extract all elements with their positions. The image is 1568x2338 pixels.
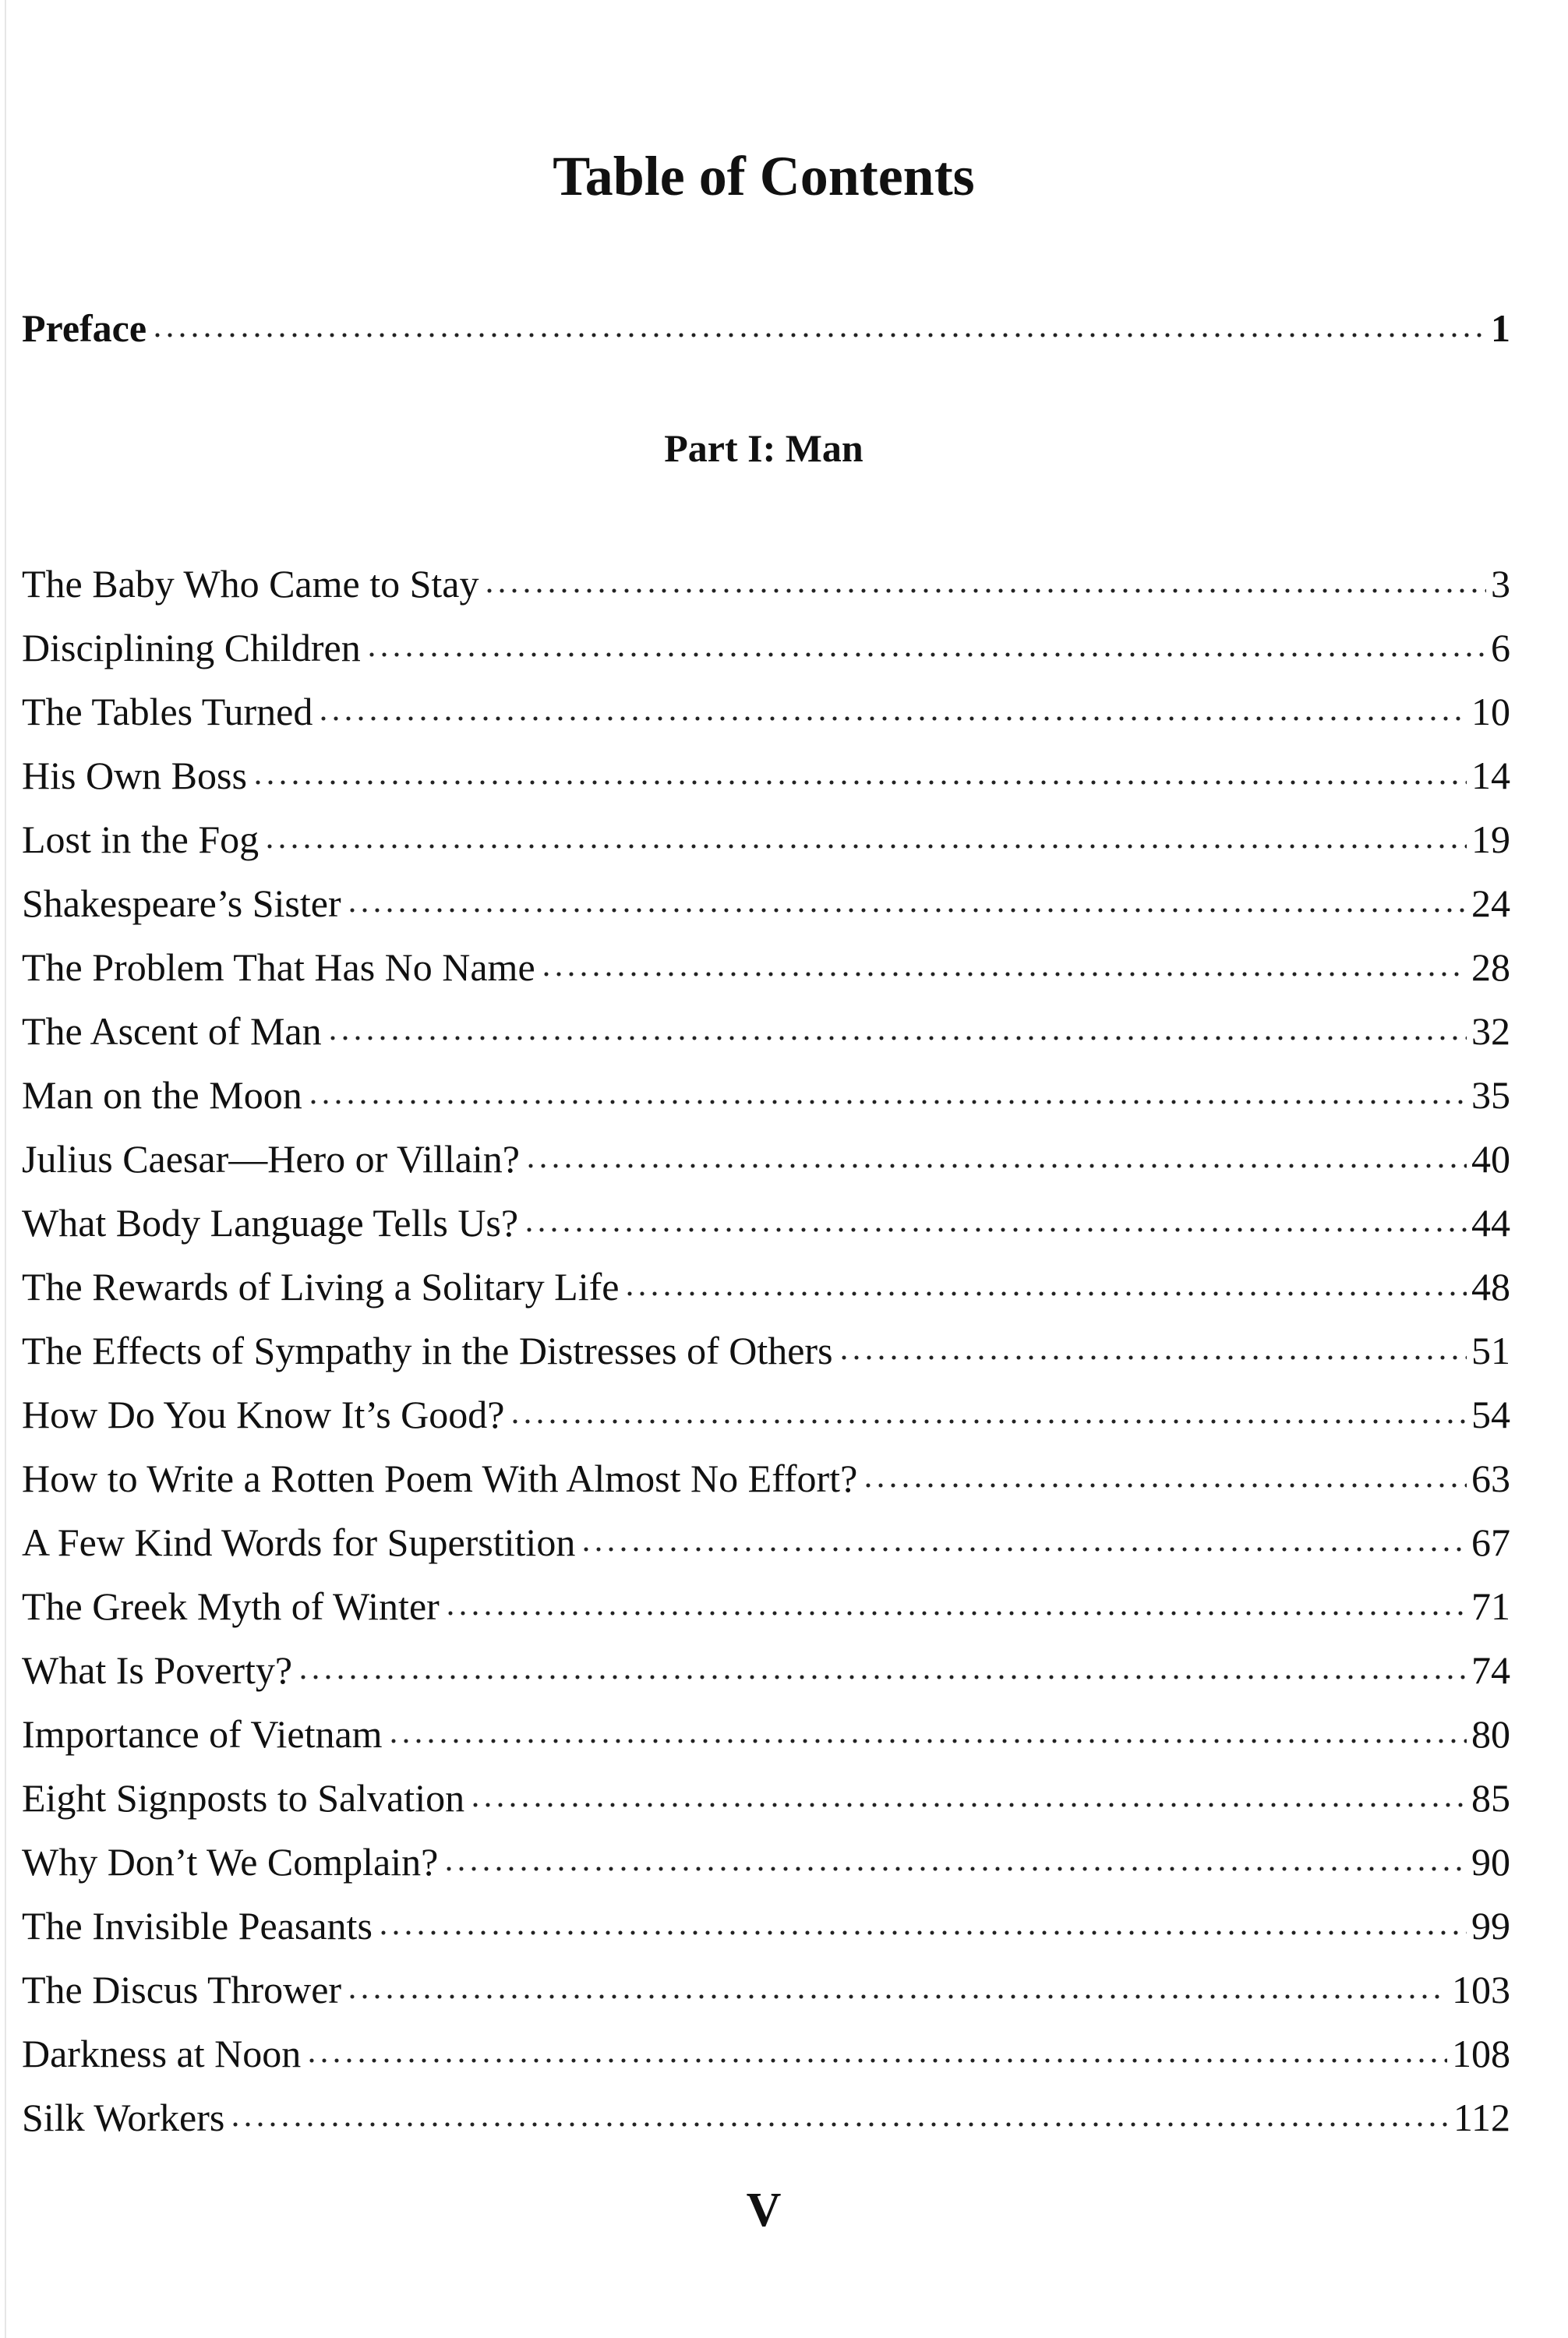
toc-entry[interactable] [22, 1828, 1510, 1884]
dot-leader [443, 1828, 1467, 1875]
dot-leader [623, 1253, 1467, 1300]
dot-leader [523, 1189, 1467, 1236]
toc-entry-page: 35 [1471, 1073, 1510, 1117]
toc-entry-title: Julius Caesar—Hero or Villain? [22, 1137, 520, 1181]
dot-leader [366, 614, 1486, 661]
toc-entry-title: A Few Kind Words for Superstition [22, 1520, 576, 1564]
toc-entry-title: The Problem That Has No Name [22, 945, 535, 989]
toc-entry[interactable] [22, 1253, 1510, 1309]
dot-leader [524, 1125, 1467, 1172]
page-folio: V [746, 2184, 782, 2237]
toc-entry-title: Man on the Moon [22, 1073, 302, 1117]
toc-entry[interactable] [22, 1445, 1510, 1500]
dot-leader [580, 1509, 1467, 1556]
dot-leader [346, 870, 1467, 916]
toc-entry-title: What Body Language Tells Us? [22, 1201, 519, 1245]
toc-entry-title: Lost in the Fog [22, 818, 260, 861]
toc-entry[interactable] [22, 998, 1510, 1053]
toc-entry[interactable] [22, 806, 1510, 861]
toc-entry[interactable] [22, 614, 1510, 669]
toc-entry[interactable] [22, 2020, 1510, 2075]
toc-entry[interactable] [22, 1573, 1510, 1628]
toc-entry-title: Preface [22, 306, 147, 350]
toc-entry-title: Importance of Vietnam [22, 1712, 383, 1756]
toc-entry-title: His Own Boss [22, 754, 247, 797]
toc-entry-title: What Is Poverty? [22, 1648, 293, 1692]
toc-entry-page: 85 [1471, 1776, 1510, 1820]
toc-entry-page: 54 [1471, 1393, 1510, 1436]
toc-entry-page: 63 [1471, 1457, 1510, 1500]
toc-entry[interactable] [22, 1637, 1510, 1692]
toc-entry-page: 32 [1471, 1009, 1510, 1053]
toc-entry-page: 1 [1491, 306, 1510, 350]
dot-leader [862, 1445, 1467, 1492]
dot-leader [317, 678, 1467, 725]
toc-entry-page: 112 [1453, 2096, 1510, 2139]
dot-leader [469, 1764, 1467, 1811]
dot-leader [327, 998, 1467, 1044]
dot-leader [307, 1061, 1467, 1108]
toc-entry-title: The Ascent of Man [22, 1009, 322, 1053]
toc-entry[interactable] [22, 934, 1510, 989]
part-heading: Part I: Man [664, 426, 863, 470]
toc-entry-page: 74 [1471, 1648, 1510, 1692]
toc-entry[interactable] [22, 1125, 1510, 1181]
dot-leader [151, 295, 1486, 341]
dot-leader [838, 1317, 1467, 1364]
toc-entry-title: The Discus Thrower [22, 1968, 342, 2011]
toc-entry-page: 6 [1491, 626, 1510, 669]
toc-entry-page: 99 [1471, 1904, 1510, 1948]
toc-entry-page: 71 [1471, 1584, 1510, 1628]
toc-entry-page: 90 [1471, 1840, 1510, 1884]
toc-entry-title: How Do You Know It’s Good? [22, 1393, 505, 1436]
toc-entry[interactable] [22, 1509, 1510, 1564]
toc-entry-page: 108 [1452, 2032, 1510, 2075]
toc-entry[interactable] [22, 742, 1510, 797]
toc-entry[interactable] [22, 1317, 1510, 1372]
toc-entry-title: The Effects of Sympathy in the Distresses of Others [22, 1329, 833, 1372]
toc-entry-title: Eight Signposts to Salvation [22, 1776, 465, 1820]
toc-entry-title: The Greek Myth of Winter [22, 1584, 440, 1628]
page-title: Table of Contents [553, 145, 975, 207]
toc-entry-title: The Invisible Peasants [22, 1904, 373, 1948]
toc-entry-title: Why Don’t We Complain? [22, 1840, 439, 1884]
toc-entry[interactable] [22, 1381, 1510, 1436]
toc-entry-page: 44 [1471, 1201, 1510, 1245]
toc-entry[interactable] [22, 1061, 1510, 1117]
toc-entry-page: 10 [1471, 690, 1510, 733]
toc-entry-page: 67 [1471, 1520, 1510, 1564]
toc-entry-page: 48 [1471, 1265, 1510, 1309]
toc-entry[interactable] [22, 1956, 1510, 2011]
toc-entry-title: The Rewards of Living a Solitary Life [22, 1265, 620, 1309]
dot-leader [540, 934, 1467, 980]
toc-entry-title: Shakespeare’s Sister [22, 881, 341, 925]
toc-entry-page: 19 [1471, 818, 1510, 861]
toc-entry[interactable] [22, 1701, 1510, 1756]
dot-leader [297, 1637, 1467, 1683]
toc-entry-title: Disciplining Children [22, 626, 361, 669]
toc-entry-page: 3 [1491, 562, 1510, 606]
toc-entry[interactable] [22, 1892, 1510, 1948]
dot-leader [229, 2084, 1449, 2131]
toc-entry[interactable] [22, 678, 1510, 733]
dot-leader [346, 1956, 1447, 2003]
dot-leader [305, 2020, 1447, 2067]
dot-leader [444, 1573, 1467, 1619]
dot-leader [483, 550, 1486, 597]
dot-leader [263, 806, 1467, 853]
toc-entry[interactable] [22, 870, 1510, 925]
dot-leader [252, 742, 1467, 789]
toc-entry-title: The Baby Who Came to Stay [22, 562, 479, 606]
toc-entry-title: How to Write a Rotten Poem With Almost No Effort? [22, 1457, 858, 1500]
toc-entry[interactable] [22, 1189, 1510, 1245]
toc-entry-page: 24 [1471, 881, 1510, 925]
toc-entry-title: Darkness at Noon [22, 2032, 302, 2075]
toc-entry[interactable] [22, 550, 1510, 606]
toc-entry-title: The Tables Turned [22, 690, 313, 733]
toc-entry-page: 80 [1471, 1712, 1510, 1756]
toc-entry[interactable] [22, 2084, 1510, 2139]
toc-entry[interactable] [22, 1764, 1510, 1820]
toc-entry-preface[interactable] [22, 295, 1510, 350]
toc-entry-page: 28 [1471, 945, 1510, 989]
toc-entry-page: 103 [1452, 1968, 1510, 2011]
toc-entry-page: 51 [1471, 1329, 1510, 1372]
dot-leader [509, 1381, 1467, 1428]
dot-leader [387, 1701, 1467, 1747]
page-edge-rule [5, 0, 6, 2338]
toc-entry-page: 14 [1471, 754, 1510, 797]
toc-entry-title: Silk Workers [22, 2096, 225, 2139]
dot-leader [377, 1892, 1467, 1939]
toc-entry-page: 40 [1471, 1137, 1510, 1181]
